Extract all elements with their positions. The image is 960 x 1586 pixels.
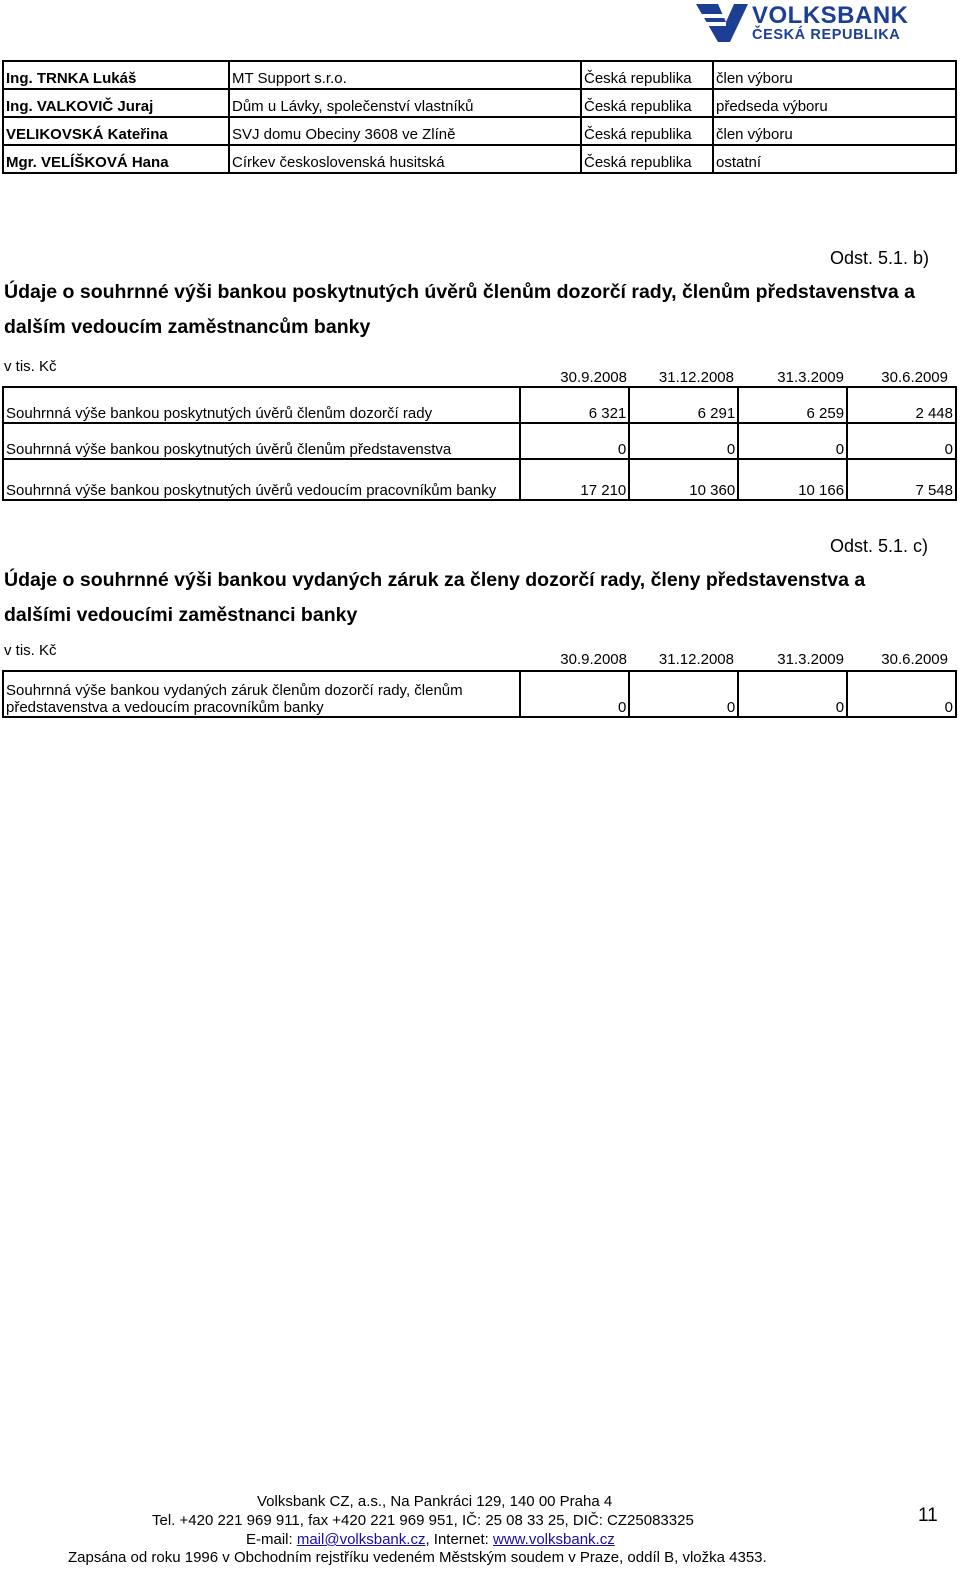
section-b-table [2, 386, 957, 501]
member-organization: SVJ domu Obeciny 3608 ve Zlíně [229, 117, 581, 145]
footer-registration: Zapsána od roku 1996 v Obchodním rejstříku vedeném Městským soudem v Praze, oddíl B, vložka 4353. [68, 1549, 767, 1566]
value-cell: 0 [847, 423, 956, 459]
table-row [3, 89, 956, 117]
table-row [3, 61, 956, 89]
section-c-unit: v tis. Kč [4, 642, 57, 659]
website-link[interactable]: www.volksbank.cz [493, 1531, 615, 1548]
value-cell: 0 [738, 423, 847, 459]
table-row [3, 117, 956, 145]
footer-internet-label: , Internet: [425, 1531, 493, 1548]
date-column-header: 31.3.2009 [777, 651, 844, 668]
section-b-unit: v tis. Kč [4, 358, 57, 375]
value-cell: 10 166 [738, 459, 847, 500]
footer-address: Volksbank CZ, a.s., Na Pankráci 129, 140 00 Praha 4 [257, 1493, 613, 1510]
member-name: VELIKOVSKÁ Kateřina [3, 117, 229, 145]
member-country: Česká republika [581, 61, 713, 89]
date-column-header: 30.6.2009 [881, 369, 948, 386]
member-name: Mgr. VELÍŠKOVÁ Hana [3, 145, 229, 173]
row-label: Souhrnná výše bankou vydaných záruk členům dozorčí rady, členům představenstva a vedoucím pracovníkům banky [3, 671, 520, 717]
table-row [3, 387, 956, 423]
value-cell: 0 [847, 671, 956, 717]
volksbank-emblem-icon [696, 4, 748, 42]
footer-email-label: E-mail: [246, 1531, 297, 1548]
member-name: Ing. TRNKA Lukáš [3, 61, 229, 89]
date-column-header: 30.9.2008 [560, 651, 627, 668]
member-organization: Církev československá husitská [229, 145, 581, 173]
section-c-heading: Údaje o souhrnné výši bankou vydaných záruk za členy dozorčí rady, členy představenstva a dalšími vedoucími zaměstnanci banky [4, 569, 866, 626]
footer-links [246, 1531, 615, 1548]
volksbank-logo [696, 2, 930, 46]
member-role: ostatní [713, 145, 956, 173]
value-cell: 0 [738, 671, 847, 717]
member-name: Ing. VALKOVIČ Juraj [3, 89, 229, 117]
member-role: člen výboru [713, 61, 956, 89]
member-role: předseda výboru [713, 89, 956, 117]
table-row [3, 671, 956, 717]
value-cell: 2 448 [847, 387, 956, 423]
date-column-header: 31.12.2008 [658, 651, 734, 668]
member-country: Česká republika [581, 145, 713, 173]
table-row [3, 145, 956, 173]
date-column-header: 30.6.2009 [881, 651, 948, 668]
page-number: 11 [918, 1505, 938, 1526]
members-table [2, 60, 957, 174]
value-cell: 10 360 [629, 459, 738, 500]
footer-contacts: Tel. +420 221 969 911, fax +420 221 969 951, IČ: 25 08 33 25, DIČ: CZ25083325 [152, 1512, 694, 1529]
value-cell: 0 [629, 423, 738, 459]
member-role: člen výboru [713, 117, 956, 145]
member-organization: Dům u Lávky, společenství vlastníků [229, 89, 581, 117]
value-cell: 6 259 [738, 387, 847, 423]
row-label: Souhrnná výše bankou poskytnutých úvěrů členům představenstva [3, 423, 520, 459]
value-cell: 0 [520, 423, 629, 459]
section-b-reference: Odst. 5.1. b) [830, 248, 930, 268]
section-c-reference: Odst. 5.1. c) [830, 536, 929, 556]
date-column-header: 31.12.2008 [658, 369, 734, 386]
date-column-header: 30.9.2008 [560, 369, 627, 386]
value-cell: 7 548 [847, 459, 956, 500]
section-c-table [2, 670, 957, 718]
value-cell: 0 [520, 671, 629, 717]
value-cell: 6 291 [629, 387, 738, 423]
logo-sub-text: ČESKÁ REPUBLIKA [752, 27, 901, 43]
row-label: Souhrnná výše bankou poskytnutých úvěrů členům dozorčí rady [3, 387, 520, 423]
table-row [3, 423, 956, 459]
date-column-header: 31.3.2009 [777, 369, 844, 386]
row-label: Souhrnná výše bankou poskytnutých úvěrů vedoucím pracovníkům banky [3, 459, 520, 500]
value-cell: 6 321 [520, 387, 629, 423]
logo-brand-text: VOLKSBANK [752, 2, 909, 29]
table-row [3, 459, 956, 500]
member-organization: MT Support s.r.o. [229, 61, 581, 89]
member-country: Česká republika [581, 89, 713, 117]
member-country: Česká republika [581, 117, 713, 145]
value-cell: 17 210 [520, 459, 629, 500]
section-b-heading: Údaje o souhrnné výši bankou poskytnutých úvěrů členům dozorčí rady, členům představenstva a dalším vedoucím zaměstnancům banky [4, 281, 915, 338]
value-cell: 0 [629, 671, 738, 717]
email-link[interactable]: mail@volksbank.cz [296, 1531, 426, 1548]
